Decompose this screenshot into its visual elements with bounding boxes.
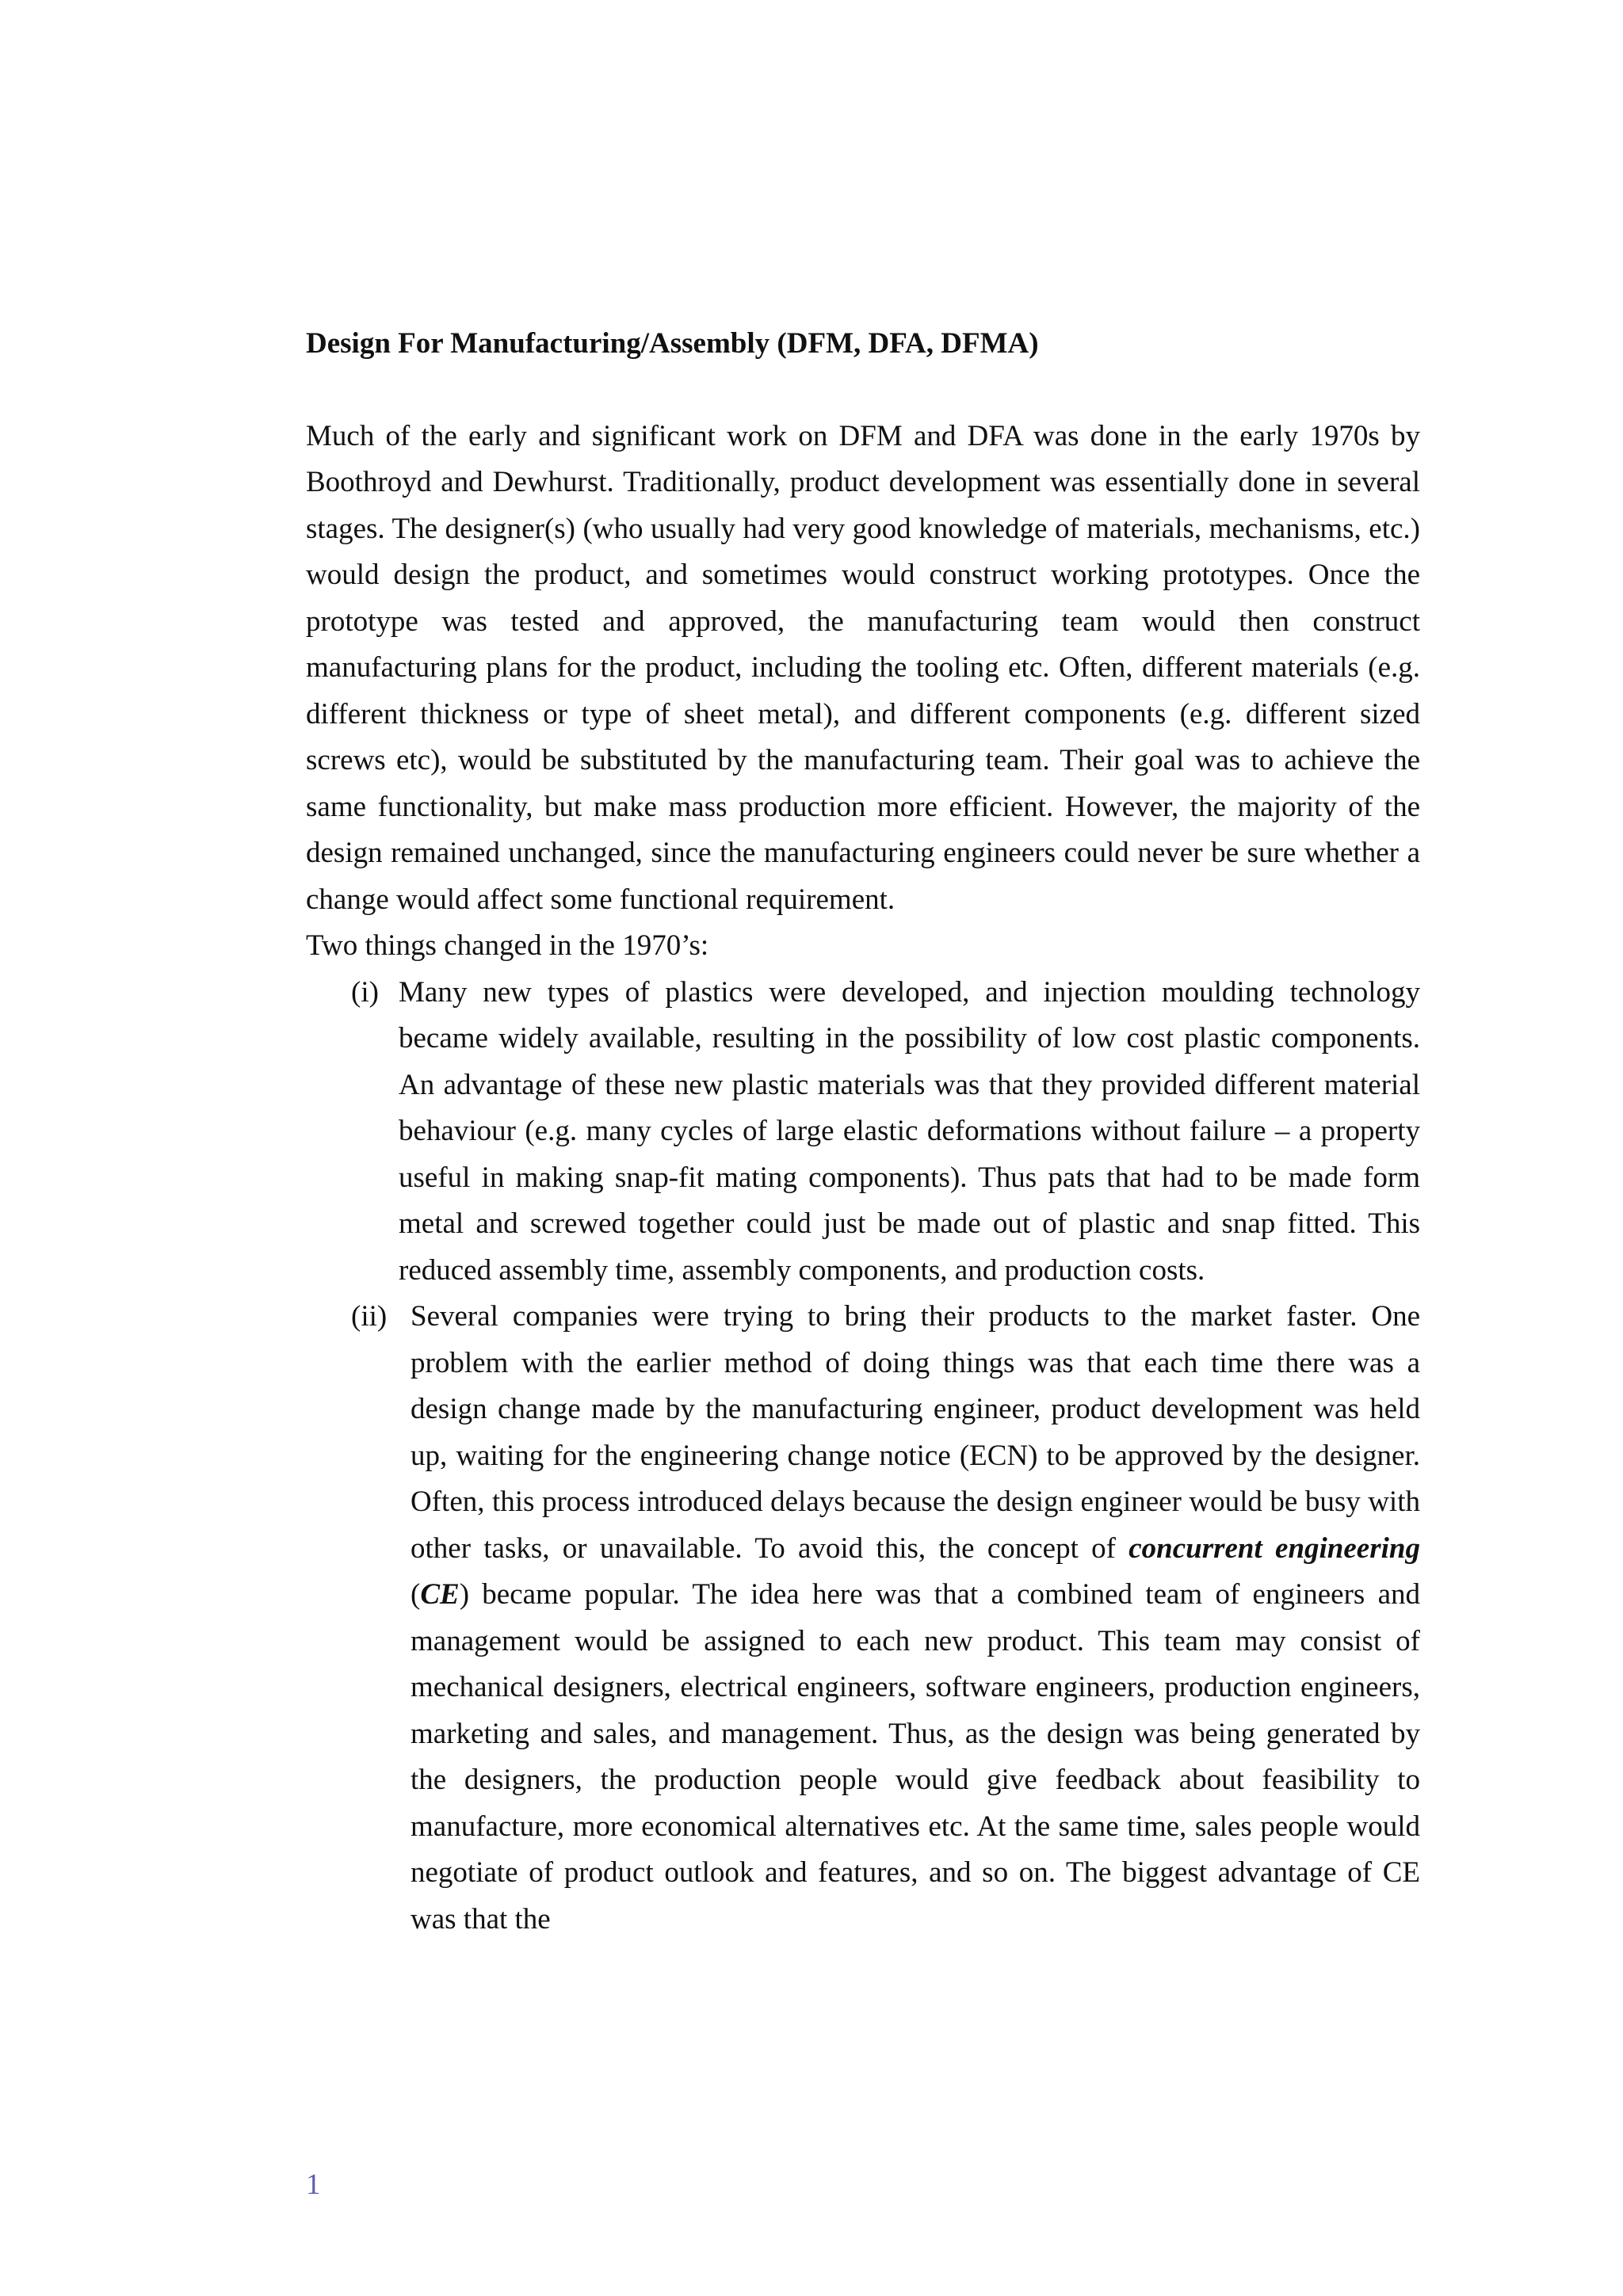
list-intro: Two things changed in the 1970’s:: [306, 929, 709, 962]
list-marker: (i): [351, 975, 379, 1009]
list-item: [306, 970, 1420, 1295]
list-item-text-before: Several companies were trying to bring their products to the market faster. One problem with the earlier method of doing things was that each time there was a design change made by the manufacturing engineer, product development was held up, waiting for the engineering change notice (ECN) to be approved by the designer. Often, this process introduced delays because the design engineer would be busy with other tasks, or unavailable. To avoid this, the concept of: [411, 1300, 1420, 1565]
document-title: Design For Manufacturing/Assembly (DFM, DFA, DFMA): [306, 327, 1039, 360]
changes-list: [306, 970, 1420, 1943]
paren-open: (: [411, 1578, 421, 1611]
list-item-text: Many new types of plastics were developed, and injection moulding technology became widely available, resulting in the possibility of low cost plastic components. An advantage of these new plastic materials was that they provided different material behaviour (e.g. many cycles of large elastic deformations without failure – a property useful in making snap-fit mating components). Thus pats that had to be made form metal and screwed together could just be made out of plastic and snap fitted. This reduced assembly time, assembly components, and production costs.: [399, 975, 1420, 1287]
document-body: [306, 321, 1420, 1943]
list-marker: (ii): [351, 1300, 388, 1333]
page-number: 1: [306, 2168, 321, 2201]
emphasis-term: concurrent engineering: [1128, 1531, 1420, 1565]
intro-paragraph: Much of the early and significant work on DFM and DFA was done in the early 1970s by Boothroyd and Dewhurst. Traditionally, product development was essentially done in several stages. The designer(s) (who usually had very good knowledge of materials, mechanisms, etc.) would design the product, and sometimes would construct working prototypes. Once the prototype was tested and approved, the manufacturing team would then construct manufacturing plans for the product, including the tooling etc. Often, different materials (e.g. different thickness or type of sheet metal), and different components (e.g. different sized screws etc), would be substituted by the manufacturing team. Their goal was to achieve the same functionality, but make mass production more efficient. However, the majority of the design remained unchanged, since the manufacturing engineers could never be sure whether a change would affect some functional requirement.: [306, 419, 1420, 916]
list-item: [306, 1294, 1420, 1943]
emphasis-abbrev: CE: [420, 1578, 460, 1611]
list-item-text-after: ) became popular. The idea here was that a combined team of engineers and management would be assigned to each new product. This team may consist of mechanical designers, electrical engineers, software engineers, production engineers, marketing and sales, and management. Thus, as the design was being generated by the designers, the production people would give feedback about feasibility to manufacture, more economical alternatives etc. At the same time, sales people would negotiate of product outlook and features, and so on. The biggest advantage of CE was that the: [411, 1578, 1420, 1936]
